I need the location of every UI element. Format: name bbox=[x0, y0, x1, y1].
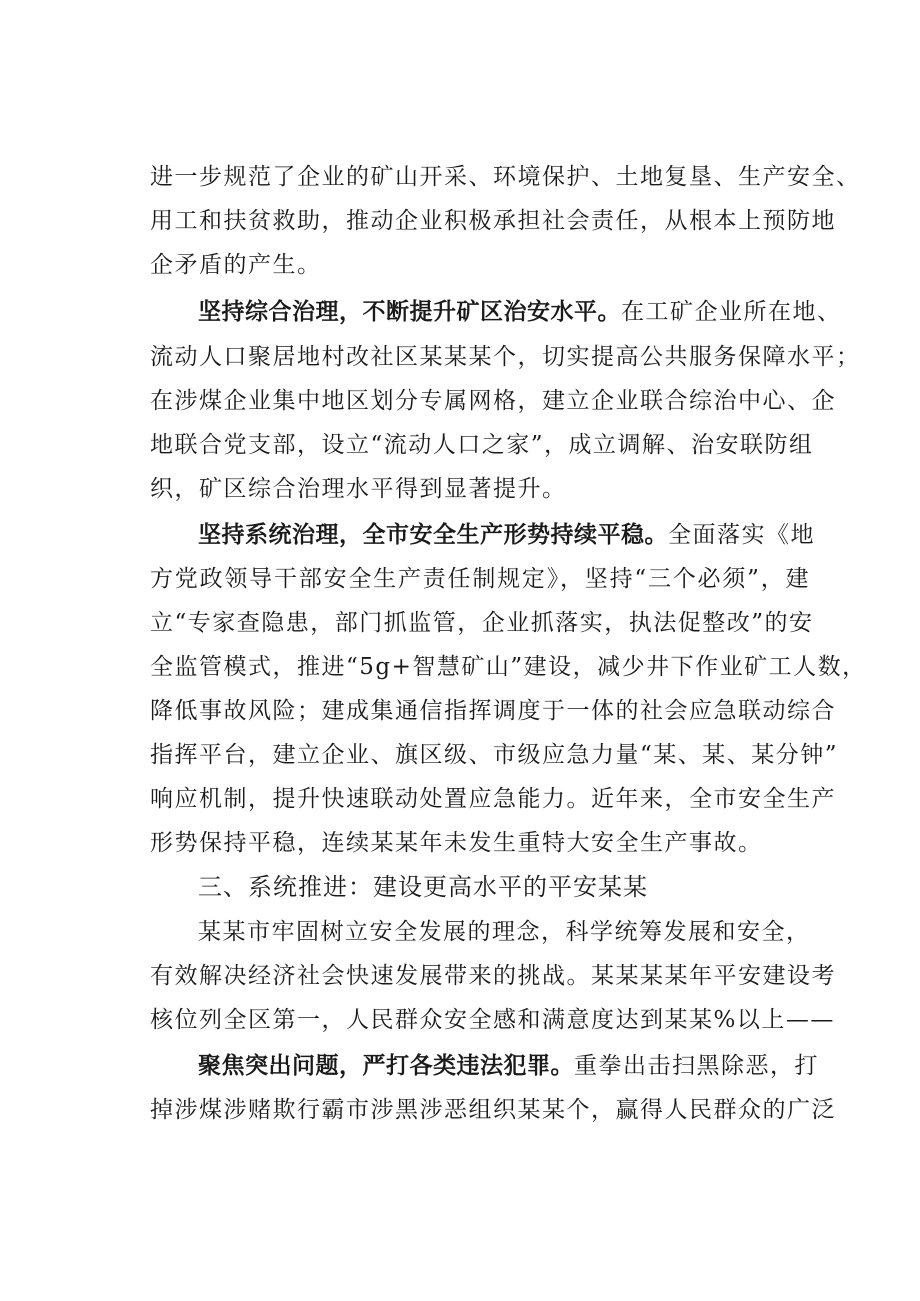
paragraph-5-first-rest: 重拳出击扫黑除恶，打 bbox=[574, 1053, 819, 1079]
paragraph-3-line-4: 全监管模式，推进“5g+智慧矿山”建设，减少井下作业矿工人数， bbox=[150, 654, 867, 680]
paragraph-3-line-5: 降低事故风险；建成集通信指挥调度于一体的社会应急联动综合 bbox=[150, 698, 836, 724]
paragraph-3-line-8: 形势保持平稳，连续某某年未发生重特大安全生产事故。 bbox=[150, 830, 763, 856]
paragraph-2-line-4: 地联合党支部，设立“流动人口之家”，成立调解、治安联防组 bbox=[150, 432, 814, 458]
paragraph-3-line-6: 指挥平台，建立企业、旗区级、市级应急力量“某、某、某分钟” bbox=[150, 742, 839, 768]
paragraph-5-line-1 bbox=[198, 1046, 819, 1086]
paragraph-3-line-2: 方党政领导干部安全生产责任制规定》，坚持“三个必须”，建 bbox=[150, 566, 810, 592]
paragraph-3-lead: 坚持系统治理，全市安全生产形势持续平稳。 bbox=[198, 522, 668, 548]
paragraph-2-first-rest: 在工矿企业所在地、 bbox=[621, 299, 842, 325]
paragraph-5-line-2: 掉涉煤涉赌欺行霸市涉黑涉恶组织某某个，赢得人民群众的广泛 bbox=[150, 1097, 836, 1123]
paragraph-2-line-2: 流动人口聚居地村改社区某某某个，切实提高公共服务保障水平； bbox=[150, 344, 861, 370]
paragraph-2-line-1 bbox=[198, 292, 842, 332]
paragraph-4-line-2: 有效解决经济社会快速发展带来的挑战。某某某某年平安建设考 bbox=[150, 963, 836, 989]
section-heading: 三、系统推进：建设更高水平的平安某某 bbox=[198, 873, 648, 901]
paragraph-4-line-3: 核位列全区第一，人民群众安全感和满意度达到某某%以上—— bbox=[150, 1007, 835, 1033]
paragraph-3-line-7: 响应机制，提升快速联动处置应急能力。近年来，全市安全生产 bbox=[150, 786, 836, 812]
paragraph-5-lead: 聚焦突出问题，严打各类违法犯罪。 bbox=[198, 1053, 574, 1079]
paragraph-2-line-3: 在涉煤企业集中地区划分专属网格，建立企业联合综治中心、企 bbox=[150, 388, 836, 414]
paragraph-3-line-1 bbox=[198, 515, 815, 555]
paragraph-1-line-1: 进一步规范了企业的矿山开采、环境保护、土地复垦、生产安全、 bbox=[150, 164, 861, 190]
paragraph-3-line-3: 立“专家查隐患，部门抓监管，企业抓落实，执法促整改”的安 bbox=[150, 610, 814, 636]
paragraph-2-lead: 坚持综合治理，不断提升矿区治安水平。 bbox=[198, 299, 621, 325]
paragraph-3-first-rest: 全面落实《地 bbox=[668, 522, 815, 548]
paragraph-2-line-5: 织，矿区综合治理水平得到显著提升。 bbox=[150, 476, 567, 502]
paragraph-4-line-1: 某某市牢固树立安全发展的理念，科学统筹发展和安全， bbox=[198, 919, 811, 945]
paragraph-1-line-3: 企矛盾的产生。 bbox=[150, 252, 322, 278]
paragraph-1-line-2: 用工和扶贫救助，推动企业积极承担社会责任，从根本上预防地 bbox=[150, 208, 836, 234]
